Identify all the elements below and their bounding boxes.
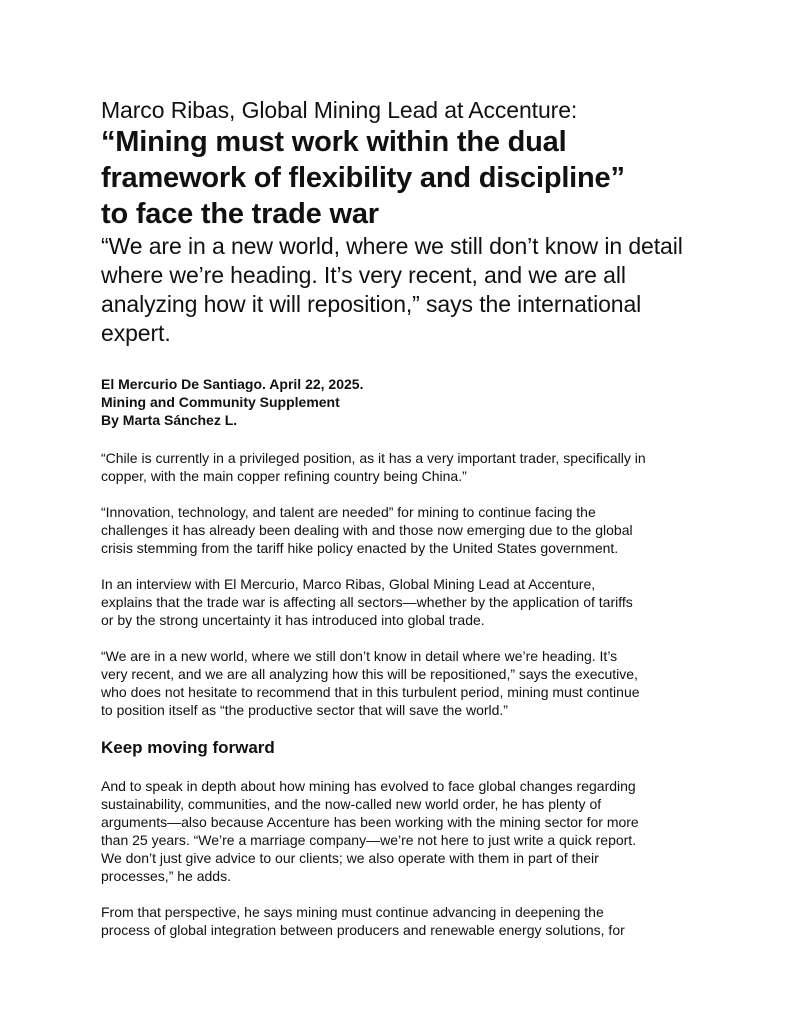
section-heading: Keep moving forward bbox=[101, 738, 275, 757]
article-deck bbox=[101, 232, 711, 348]
paragraph-line: to position itself as “the productive sector that will save the world.” bbox=[101, 702, 508, 718]
paragraph-line: And to speak in depth about how mining has evolved to face global changes regarding bbox=[101, 778, 636, 794]
paragraph bbox=[101, 903, 711, 939]
paragraph-line: very recent, and we are all analyzing how this will be repositioned,” says the executive, bbox=[101, 666, 638, 682]
paragraph bbox=[101, 777, 711, 885]
byline-source: El Mercurio De Santiago. April 22, 2025. bbox=[101, 376, 364, 392]
headline-line: to face the trade war bbox=[101, 198, 379, 230]
paragraph-line: We don’t just give advice to our clients; we also operate with them in part of their bbox=[101, 850, 599, 866]
paragraph-line: “Innovation, technology, and talent are needed” for mining to continue facing the bbox=[101, 504, 596, 520]
paragraph-line: explains that the trade war is affecting all sectors—whether by the application of tariffs bbox=[101, 594, 633, 610]
paragraph bbox=[101, 449, 711, 485]
paragraph-line: From that perspective, he says mining must continue advancing in deepening the bbox=[101, 904, 604, 920]
paragraph-line: process of global integration between producers and renewable energy solutions, for bbox=[101, 922, 625, 938]
article-kicker: Marco Ribas, Global Mining Lead at Accenture: bbox=[101, 97, 578, 123]
paragraph-line: In an interview with El Mercurio, Marco Ribas, Global Mining Lead at Accenture, bbox=[101, 576, 596, 592]
paragraph-line: or by the strong uncertainty it has introduced into global trade. bbox=[101, 612, 485, 628]
paragraph-line: who does not hesitate to recommend that in this turbulent period, mining must continue bbox=[101, 684, 640, 700]
paragraph-line: “Chile is currently in a privileged position, as it has a very important trader, specifically in bbox=[101, 450, 646, 466]
article bbox=[101, 96, 711, 939]
deck-line: analyzing how it will reposition,” says the international bbox=[101, 291, 642, 317]
deck-line: “We are in a new world, where we still don’t know in detail bbox=[101, 233, 683, 259]
paragraph bbox=[101, 647, 711, 719]
byline-author: By Marta Sánchez L. bbox=[101, 412, 238, 428]
paragraph-line: challenges it has already been dealing with and those now emerging due to the global bbox=[101, 522, 633, 538]
deck-line: where we’re heading. It’s very recent, and we are all bbox=[101, 262, 626, 288]
paragraph-line: sustainability, communities, and the now-called new world order, he has plenty of bbox=[101, 796, 602, 812]
paragraph-line: processes,” he adds. bbox=[101, 868, 231, 884]
paragraph-line: “We are in a new world, where we still don’t know in detail where we’re heading. It’s bbox=[101, 648, 618, 664]
paragraph-line: arguments—also because Accenture has been working with the mining sector for more bbox=[101, 814, 639, 830]
headline-line: framework of flexibility and discipline” bbox=[101, 162, 625, 194]
paragraph bbox=[101, 575, 711, 629]
byline-supplement: Mining and Community Supplement bbox=[101, 394, 340, 410]
paragraph bbox=[101, 503, 711, 557]
headline-line: “Mining must work within the dual bbox=[101, 126, 567, 158]
article-headline bbox=[101, 124, 711, 232]
byline bbox=[101, 375, 711, 429]
paragraph-line: crisis stemming from the tariff hike policy enacted by the United States government. bbox=[101, 540, 619, 556]
paragraph-line: than 25 years. “We’re a marriage company—we’re not here to just write a quick report. bbox=[101, 832, 637, 848]
paragraph-line: copper, with the main copper refining country being China.” bbox=[101, 468, 467, 484]
deck-line: expert. bbox=[101, 320, 171, 346]
